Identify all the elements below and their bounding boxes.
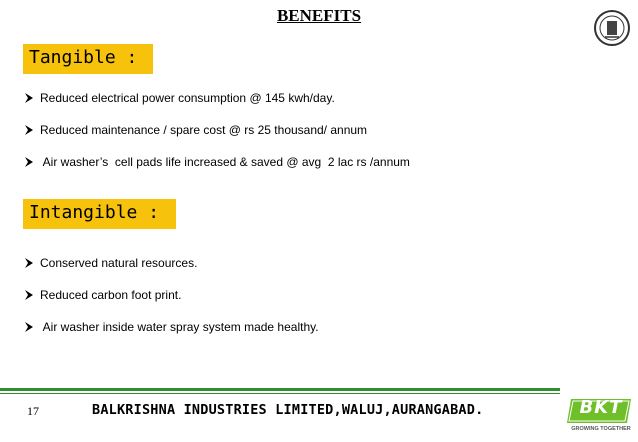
slide-title: BENEFITS [276, 6, 362, 25]
list-item [24, 123, 367, 137]
arrow-bullet-icon [24, 124, 34, 136]
arrow-bullet-icon [24, 92, 34, 104]
intangible-item-text: Air washer inside water spray system made healthy. [40, 320, 319, 334]
list-item [24, 288, 181, 302]
intangible-section-label: Intangible : [23, 199, 176, 229]
bkt-logo-text: BKT [579, 397, 623, 418]
list-item [24, 155, 410, 169]
arrow-bullet-icon [24, 156, 34, 168]
arrow-bullet-icon [24, 321, 34, 333]
tangible-item-text: Reduced electrical power consumption @ 145 kwh/day. [40, 91, 335, 105]
list-item [24, 256, 197, 270]
list-item [24, 91, 335, 105]
footer-divider [0, 388, 560, 391]
page-number: 17 [27, 404, 39, 418]
footer-divider-thin [0, 393, 560, 394]
tangible-section-label: Tangible : [23, 44, 153, 74]
bkt-logo-tagline: GROWING TOGETHER [571, 426, 631, 432]
company-emblem-icon [593, 9, 631, 47]
arrow-bullet-icon [24, 257, 34, 269]
arrow-bullet-icon [24, 289, 34, 301]
footer-company-name: BALKRISHNA INDUSTRIES LIMITED,WALUJ,AURANGABAD. [92, 402, 484, 418]
intangible-item-text: Conserved natural resources. [40, 256, 198, 270]
intangible-item-text: Reduced carbon foot print. [40, 288, 182, 302]
list-item [24, 320, 319, 334]
tangible-item-text: Reduced maintenance / spare cost @ rs 25 thousand/ annum [40, 123, 368, 137]
tangible-item-text: Air washer’s cell pads life increased & saved @ avg 2 lac rs /annum [40, 155, 410, 169]
